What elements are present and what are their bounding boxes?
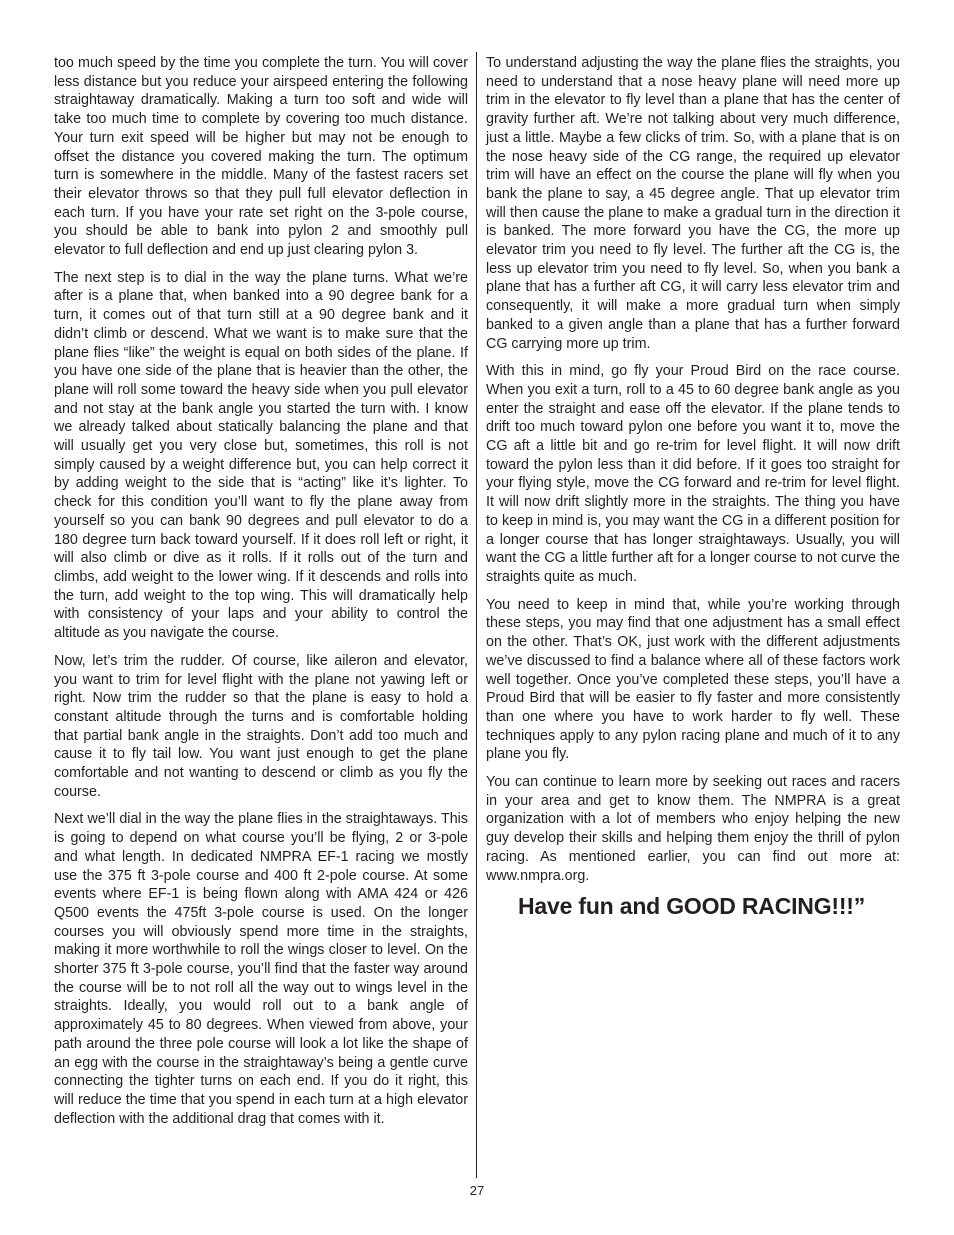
paragraph: To understand adjusting the way the plane flies the straights, you need to understand that a nose heavy plane will need more up trim in the elevator to fly level than a plane that has the center of gravity further aft. We’re not talking about very much difference, just a little. Maybe a few clicks of trim. So, with a plane that is on the nose heavy side of the CG range, the required up elevator trim will have an effect on the course the plane will fly when you bank the plane to say, a 45 degree angle. That up elevator trim will then cause the plane to make a gradual turn in the direction it is banked. The more forward you have the CG, the more up elevator trim you need to fly level. The further aft the CG is, the less up elevator trim you need to fly level. So, when you bank a plane that has a further aft CG, it will carry less elevator trim and consequently, it will make a more gradual turn when simply banked to a given angle than a plane that has a further forward CG carrying more up trim. [486,55,900,352]
paragraph: The next step is to dial in the way the plane turns. What we’re after is a plane that, when banked into a 90 degree bank for a turn, it comes out of that turn still at a 90 degree bank and it didn’t climb or descend. What we want is to make sure that the plane flies “like” the weight is equal on both sides of the plane. If you have one side of the plane that is heavier than the other, the plane will roll some toward the heavy side when you pull elevator and not stay at the bank angle you started the turn with. I know we already talked about statically balancing the plane and that will usually get you very close but, sometimes, this roll is not simply caused by a weight difference but, you can help correct it by adding weight to the side that is “acting” like it’s lighter. To check for this condition you’ll want to fly the plane away from yourself so you can bank 90 degrees and pull elevator to do a 180 degree turn back toward yourself. If it does roll left or right, it will also climb or dive as it rolls. If it rolls out of the turn and climbs, add weight to the lower wing. If it descends and rolls into the turn, add weight to the top wing. This will dramatically help with consistency of your laps and your ability to control the altitude as you navigate the course. [54,269,468,642]
paragraph: You can continue to learn more by seeking out races and racers in your area and get to know them. The NMPRA is a great organization with a lot of members who enjoy helping the new guy develop their skills and helping them enjoy the thrill of pylon racing. As mentioned earlier, you can find out more at: www.nmpra.org. [486,774,900,884]
paragraph: You need to keep in mind that, while you’re working through these steps, you may find that one adjustment has a small effect on the other. That’s OK, just work with the different adjustments we’ve discussed to find a balance where all of these factors work well together. Once you’ve completed these steps, you’ll have a Proud Bird that will be easier to fly faster and more consistently than one where you have to work harder to fly well. These techniques apply to any pylon racing plane and much of it to any plane you fly. [486,596,900,763]
page-number: 27 [469,1183,485,1198]
right-column [486,54,900,894]
left-column [54,54,468,1137]
paragraph: With this in mind, go fly your Proud Bird on the race course. When you exit a turn, roll to a 45 to 60 degree bank angle as you enter the straight and ease off the elevator. If the plane tends to drift too much toward pylon one before you want it to, move the CG aft a little bit and go re-trim for level flight. It will now drift toward the pylon less than it did before. If it goes too straight for your flying style, move the CG forward and re-trim for level flight. It will now drift slightly more in the straights. The thing you have to keep in mind is, you may want the CG in a different position for a longer course that has longer straightaways. Usually, you will want the CG a little further aft for a longer course to not curve the straights quite as much. [486,363,900,585]
paragraph: Now, let’s trim the rudder. Of course, like aileron and elevator, you want to trim for level flight with the plane not yawing left or right. Now trim the rudder so that the plane is easy to hold a constant altitude through the turns and is comfortable holding that partial bank angle in the straights. Don’t add too much and cause it to fly tail low. You want just enough to get the plane comfortable and not wanting to descend or climb as you fly the course. [54,652,468,800]
paragraph: too much speed by the time you complete the turn. You will cover less distance but you reduce your airspeed entering the following straightaway dramatically. Making a turn too soft and wide will take too much time to complete by covering too much distance. Your turn exit speed will be higher but may not be enough to offset the distance you covered making the turn. The optimum turn is somewhere in the middle. Many of the fastest racers set their elevator throws so that they pull full elevator deflection in each turn. If you have your rate set right on the 3-pole course, you should be able to bank into pylon 2 and smoothly pull elevator to full deflection and end up just clearing pylon 3. [54,55,468,259]
paragraph: Next we’ll dial in the way the plane flies in the straightaways. This is going to depend on what course you’ll be flying, 2 or 3-pole and what length. In dedicated NMPRA EF-1 racing we mostly use the 375 ft 3-pole course and 400 ft 2-pole course. At some events where EF-1 is being flown along with AMA 424 or 426 Q500 events the 475ft 3-pole course is used. On the longer courses you will obviously spend more time in the straights, making it more worthwhile to roll the wings closer to level. On the shorter 375 ft 3-pole course, you’ll find that the faster way around the course will be to not roll all the way out to wings level in the straights. Ideally, you would roll out to a bank angle of approximately 45 to 80 degrees. When viewed from above, your path around the three pole course will look a lot like the shape of an egg with the course in the straightaway’s being a gentle curve connecting the tighter turns on each end. If you do it right, this will reduce the time that you spend in each turn at a high elevator deflection with the additional drag that comes with it. [54,811,468,1127]
closing-heading: Have fun and GOOD RACING!!!” [518,893,866,919]
column-divider [476,52,477,1178]
